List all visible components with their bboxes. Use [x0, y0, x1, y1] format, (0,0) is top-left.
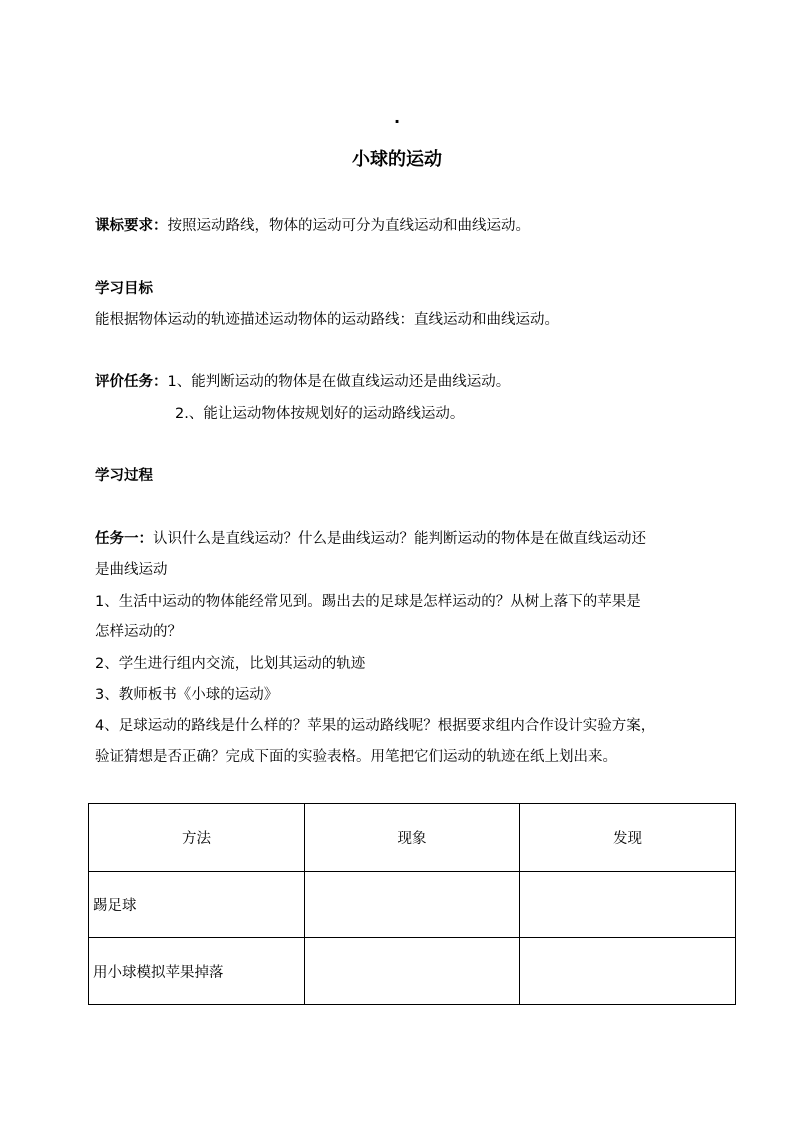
table-cell: 用小球模拟苹果掉落 — [89, 938, 305, 1005]
process-heading: 学习过程 — [95, 468, 153, 484]
page-title: 小球的运动 — [352, 149, 442, 170]
assessment-item-2: 2.、能让运动物体按规划好的运动路线运动。 — [175, 406, 465, 422]
curriculum-line — [95, 216, 530, 236]
header-dot: . — [394, 108, 401, 127]
task1-step-3: 3、教师板书《小球的运动》 — [95, 687, 279, 703]
table-header-cell: 现象 — [305, 804, 520, 872]
table-header-row — [89, 804, 736, 872]
task1-line-2: 是曲线运动 — [95, 562, 168, 578]
task1-step-4a: 4、足球运动的路线是什么样的？苹果的运动路线呢？根据要求组内合作设计实验方案， — [95, 718, 656, 734]
assessment-label: 评价任务： — [95, 374, 168, 390]
task1-step-4b: 验证猜想是否正确？完成下面的实验表格。用笔把它们运动的轨迹在纸上划出来。 — [95, 749, 617, 765]
table-row — [89, 938, 736, 1005]
task1-label: 任务一： — [95, 531, 153, 547]
experiment-table — [88, 803, 736, 1005]
task1-text: 认识什么是直线运动？什么是曲线运动？能判断运动的物体是在做直线运动还 — [153, 531, 646, 547]
table-row — [89, 872, 736, 938]
task1-step-2: 2、学生进行组内交流，比划其运动的轨迹 — [95, 656, 366, 672]
table-cell[interactable] — [520, 872, 736, 938]
objectives-text: 能根据物体运动的轨迹描述运动物体的运动路线：直线运动和曲线运动。 — [95, 312, 559, 328]
task1-step-1a: 1、生活中运动的物体能经常见到。踢出去的足球是怎样运动的？从树上落下的苹果是 — [95, 594, 641, 610]
task1-step-1b: 怎样运动的？ — [95, 624, 182, 640]
assessment-line-1 — [95, 372, 510, 392]
table-cell[interactable] — [305, 938, 520, 1005]
assessment-item-1: 1、能判断运动的物体是在做直线运动还是曲线运动。 — [167, 374, 511, 390]
table-header-cell: 方法 — [89, 804, 305, 872]
task1-line-1 — [95, 529, 646, 549]
table-cell[interactable] — [305, 872, 520, 938]
table-cell[interactable] — [520, 938, 736, 1005]
objectives-heading: 学习目标 — [95, 281, 153, 297]
table-cell: 踢足球 — [89, 872, 305, 938]
curriculum-label: 课标要求： — [95, 218, 168, 234]
curriculum-text: 按照运动路线，物体的运动可分为直线运动和曲线运动。 — [167, 218, 530, 234]
table-header-cell: 发现 — [520, 804, 736, 872]
